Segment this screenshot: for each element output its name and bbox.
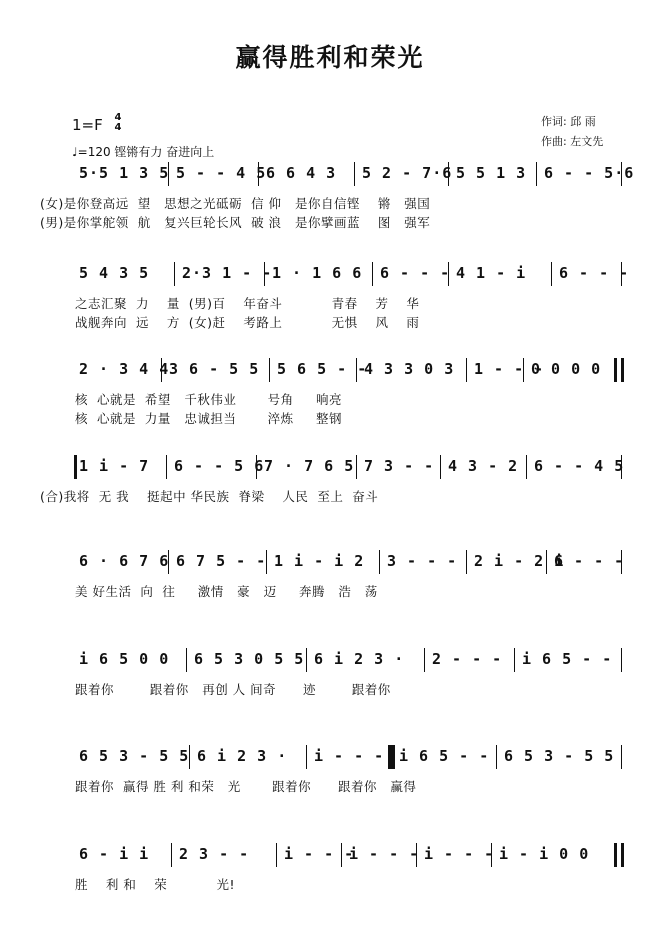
measure: 1 i - i 2 — [274, 552, 365, 570]
score-system — [0, 745, 660, 805]
time-signature — [112, 113, 124, 133]
notes-line — [0, 262, 660, 288]
notes-line — [0, 843, 660, 869]
measure: 6 - - - — [559, 264, 630, 282]
lyricist-credit: 作词: 邱 雨 — [541, 115, 596, 128]
lyric-line: 胜 利 和 荣 光! — [75, 877, 235, 892]
score-system — [0, 648, 660, 708]
measure: 5 - - 4 5 — [176, 164, 267, 182]
measure: 6 - - 4 5 — [534, 457, 625, 475]
measure: 5 6 5 - - — [277, 360, 368, 378]
measure: 6 5 3 0 5 5 — [194, 650, 305, 668]
measure: 4 3 3 0 3 — [364, 360, 455, 378]
measure: 2 3 - - — [179, 845, 250, 863]
score-system — [0, 162, 660, 230]
lyric-line: (男)是你掌舵领 航 复兴巨轮长风 破 浪 是你擘画蓝 图 强军 — [40, 215, 431, 230]
barline — [424, 648, 425, 672]
lyric-line: (女)是你登高远 望 思想之光砥砺 信 仰 是你自信铿 锵 强国 — [40, 196, 431, 211]
barline — [621, 745, 622, 769]
measure: 6 · 6 7 6 — [79, 552, 170, 570]
measure: i - - - — [349, 845, 420, 863]
measure: 5 4 3 5 — [79, 264, 150, 282]
measure: 1 · 1 6 6 — [272, 264, 363, 282]
score-system — [0, 455, 660, 515]
barline — [551, 262, 552, 286]
notes-line — [0, 648, 660, 674]
measure: 7 3 - - — [364, 457, 435, 475]
lyric-line: 战舰奔向 远 方 (女)赶 考路上 无惧 风 雨 — [75, 315, 420, 330]
lyric-line: 之志汇聚 力 量 (男)百 年奋斗 青春 芳 华 — [75, 296, 420, 311]
barline — [466, 550, 467, 574]
measure: 3 6 - 5 5 — [169, 360, 260, 378]
measure: 6 - - - — [380, 264, 451, 282]
measure: 1 - - - — [474, 360, 545, 378]
lyric-line: 美 好生活 向 往 激情 豪 迈 奔腾 浩 荡 — [75, 584, 378, 599]
barline — [266, 550, 267, 574]
notes-line — [0, 745, 660, 771]
lyric-line: 跟着你 跟着你 再创 人 间奇 迹 跟着你 — [75, 682, 391, 697]
measure: 5·5 1 3 5 — [79, 164, 170, 182]
key-signature: 1=F — [72, 116, 103, 134]
measure: i - - - — [284, 845, 355, 863]
notes-line — [0, 550, 660, 576]
measure: 6 5 3 - 5 5 — [504, 747, 615, 765]
measure: 6 7 5 - - — [176, 552, 267, 570]
lyric-line: 跟着你 赢得 胜 利 和荣 光 跟着你 跟着你 赢得 — [75, 779, 417, 794]
barline — [356, 455, 357, 479]
lyric-line: 核 心就是 希望 千秋伟业 号角 响亮 — [75, 392, 342, 407]
repeat-barline — [621, 843, 624, 867]
tempo-marking: ♩=120 铿锵有力 奋进向上 — [72, 145, 215, 159]
measure: i - - - — [314, 747, 385, 765]
measure: 6 i 2 3 · — [197, 747, 288, 765]
barline — [174, 262, 175, 286]
composer-credit: 作曲: 左文先 — [541, 135, 604, 148]
score-system — [0, 843, 660, 903]
measure: i - - - — [424, 845, 495, 863]
measure: 0 0 0 0 — [531, 360, 602, 378]
measure: 5 5 1 3 — [456, 164, 527, 182]
barline — [354, 162, 355, 186]
measure: 6 - i i — [79, 845, 150, 863]
lyric-line: (合)我将 无 我 挺起中 华民族 脊梁 人民 至上 奋斗 — [40, 489, 379, 504]
repeat-barline — [392, 745, 395, 769]
measure: 7 · 7 6 5 — [264, 457, 355, 475]
barline — [372, 262, 373, 286]
barline — [306, 648, 307, 672]
measure: 3 - - - — [387, 552, 458, 570]
repeat-barline — [621, 358, 624, 382]
measure: 2 · 3 4 4 — [79, 360, 170, 378]
score-system — [0, 262, 660, 330]
time-signature-top: 4 — [114, 112, 122, 123]
notes-line — [0, 455, 660, 481]
measure: i 6 5 0 0 — [79, 650, 170, 668]
measure: 6 - - - — [554, 552, 625, 570]
measure: 4 1 - i — [456, 264, 527, 282]
barline — [621, 648, 622, 672]
barline — [466, 358, 467, 382]
measure: 6 - - 5·6 — [544, 164, 635, 182]
measure: 5 2 - 7·6 — [362, 164, 453, 182]
measure: i 6 5 - - — [399, 747, 490, 765]
score-system — [0, 358, 660, 426]
measure: i - i 0 0 — [499, 845, 590, 863]
notes-line — [0, 358, 660, 384]
barline — [536, 162, 537, 186]
barline — [171, 843, 172, 867]
measure: 2 i - 2 i — [474, 552, 565, 570]
measure: 6 i 2 3 · — [314, 650, 405, 668]
measure: 2 - - - — [432, 650, 503, 668]
song-title: 赢得胜利和荣光 — [235, 43, 425, 72]
measure: 2·3 1 - - — [182, 264, 273, 282]
barline — [496, 745, 497, 769]
measure: 6 - - 5 6 — [174, 457, 265, 475]
notes-line — [0, 162, 660, 188]
barline — [379, 550, 380, 574]
measure: 4 3 - 2 — [448, 457, 519, 475]
time-signature-bottom: 4 — [114, 122, 122, 133]
score-system — [0, 550, 660, 610]
barline — [306, 745, 307, 769]
barline — [189, 745, 190, 769]
barline — [269, 358, 270, 382]
measure: i 6 5 - - — [522, 650, 613, 668]
measure: 1 i - 7 — [79, 457, 150, 475]
measure: 6 5 3 - 5 5 — [79, 747, 190, 765]
barline — [526, 455, 527, 479]
lyric-line: 核 心就是 力量 忠诚担当 淬炼 整钢 — [75, 411, 342, 426]
barline — [186, 648, 187, 672]
repeat-barline — [74, 455, 77, 479]
barline — [440, 455, 441, 479]
barline — [166, 455, 167, 479]
barline — [514, 648, 515, 672]
measure: 6 6 4 3 — [266, 164, 337, 182]
barline — [276, 843, 277, 867]
